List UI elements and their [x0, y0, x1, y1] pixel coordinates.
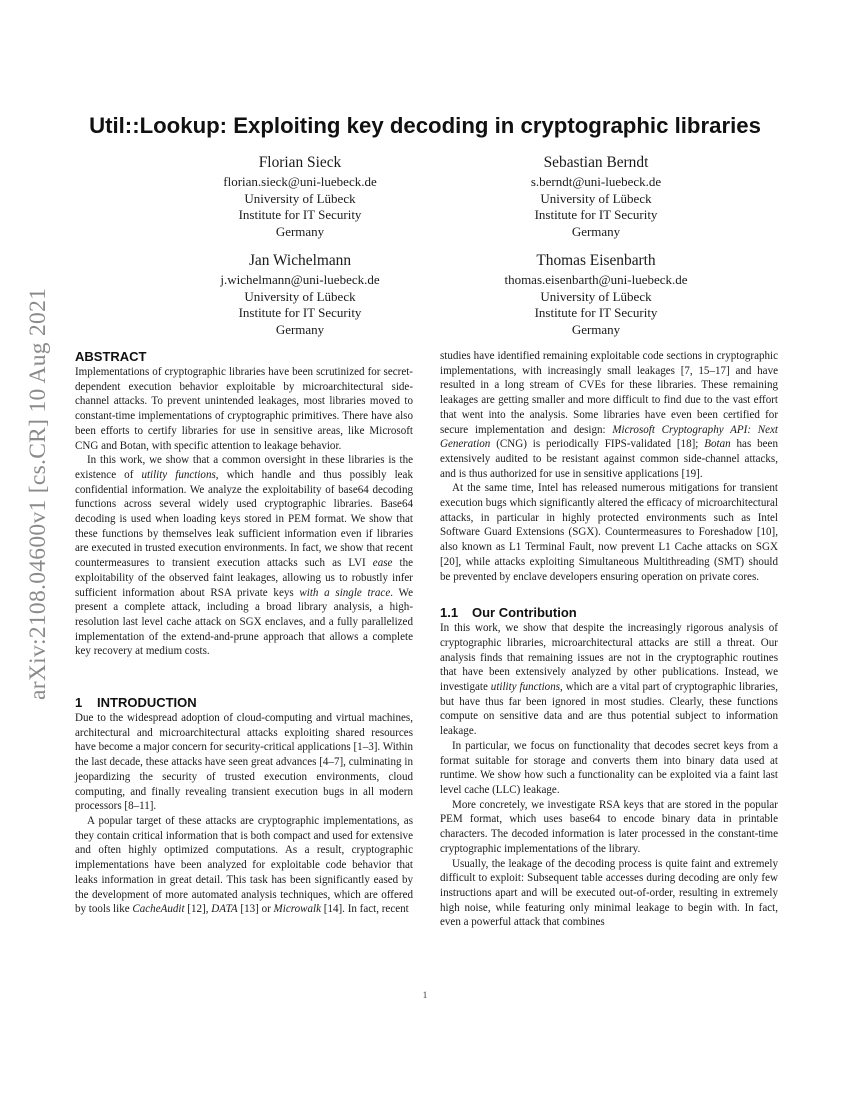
- author-affiliation: University of Lübeck: [244, 288, 356, 304]
- left-column: [75, 348, 413, 917]
- author-name: Florian Sieck: [258, 154, 342, 171]
- author-country: Germany: [275, 321, 325, 337]
- author-name: Jan Wichelmann: [248, 252, 352, 269]
- abstract-paragraph: Implementations of cryptographic libraries have been scrutinized for secret-dependent execution behavior exploitable by microarchitectural side-channel attacks. To prevent unintended leakages, most libraries moved to constant-time implementations of cryptographic primitives. There have also been efforts to certify libraries for use in sensitive areas, like Microsoft CNG and Botan, with specific attention to leakage behavior.: [75, 366, 413, 452]
- page-number: 1: [422, 990, 428, 1000]
- author-country: Germany: [571, 321, 621, 337]
- author-email: j.wichelmann@uni-luebeck.de: [220, 272, 380, 287]
- author-block: [170, 153, 430, 240]
- intro-paragraph: Due to the widespread adoption of cloud-computing and virtual machines, architectural and microarchitectural attacks exploiting shared resources have become a major concern for security-critical applications [1–3]. Within the last decade, these attacks have seen great advances [4–7], culminating in jeopardizing the security of trusted execution environments, cloud computing, and finally revealing transient execution bugs in all modern processors [8–11].: [75, 712, 413, 813]
- author-country: Germany: [275, 223, 325, 239]
- abstract-heading: ABSTRACT: [75, 349, 147, 364]
- author-country: Germany: [571, 223, 621, 239]
- paper-title: Util::Lookup: Exploiting key decoding in cryptographic libraries: [89, 113, 761, 138]
- section-heading-introduction: 1 INTRODUCTION: [75, 695, 197, 711]
- right-column: [440, 349, 778, 930]
- author-name: Sebastian Berndt: [543, 154, 649, 171]
- author-email: s.berndt@uni-luebeck.de: [530, 174, 662, 189]
- body-paragraph: More concretely, we investigate RSA keys that are stored in the popular PEM format, which uses base64 to encode binary data in printable characters. The decoded information is later processed in the constant-time cryptographic implementations of the library.: [440, 798, 778, 855]
- body-paragraph: At the same time, Intel has released numerous mitigations for transient execution bugs which significantly altered the efficacy of microarchitectural attacks, in particular in highly protected environments such as Intel Software Guard Extensions (SGX). Countermeasures to Foreshadow [10], also known as L1 Terminal Fault, now prevent L1 Cache attacks on SGX [20], while attacks exploiting Simultaneous Multithreading (SMT) should be prevented by enclave developers ensuring operation on private cores.: [440, 482, 778, 583]
- body-paragraph: In particular, we focus on functionality that decodes secret keys from a format suitable for storage and converts them into binary data used at runtime. We show how such a functionality can be exploited via a faint last level cache (LLC) leakage.: [440, 739, 778, 796]
- arxiv-identifier: arXiv:2108.04600v1 [cs.CR] 10 Aug 2021: [25, 287, 51, 700]
- author-dept: Institute for IT Security: [238, 305, 362, 321]
- author-affiliation: University of Lübeck: [540, 288, 652, 304]
- subsection-heading-our-contribution: 1.1 Our Contribution: [440, 605, 577, 621]
- body-paragraph: In this work, we show that despite the increasingly rigorous analysis of cryptographic libraries, microarchitectural attacks are still a threat. Our analysis finds that remaining issues are not in the cryptographic routines that have been extensively analyzed by other publications. Instead, we investigate utility functions, which are a vital part of cryptographic libraries, but have thus far been ignored in most studies. Clearly, these functions compute on sensitive data and are thus potential subject to information leakage.: [440, 622, 778, 738]
- abstract-paragraph: In this work, we show that a common oversight in these libraries is the existence of utility functions, which handle and thus possibly leak confidential information. We analyze the exploitability of base64 decoding functions across several widely used cryptographic libraries. Base64 decoding is used when loading keys stored in PEM format. We show that these functions by themselves leak sufficient information even if libraries are executed in trusted execution environments. In fact, we show that recent countermeasures to transient execution attacks such as LVI ease the exploitability of the observed faint leakages, allowing us to robustly infer sufficient information about RSA private keys with a single trace. We present a complete attack, including a broad library analysis, a high-resolution last level cache attack on SGX enclaves, and a fully parallelized implementation of the extend-and-prune approach that allows a complete key recovery at medium costs.: [75, 454, 413, 658]
- author-block: [466, 251, 726, 338]
- author-email: thomas.eisenbarth@uni-luebeck.de: [504, 272, 688, 287]
- author-dept: Institute for IT Security: [534, 305, 658, 321]
- author-block: [466, 153, 726, 240]
- author-dept: Institute for IT Security: [238, 207, 362, 223]
- author-name: Thomas Eisenbarth: [536, 252, 656, 269]
- author-affiliation: University of Lübeck: [540, 190, 652, 206]
- body-paragraph: Usually, the leakage of the decoding process is quite faint and extremely difficult to exploit: Subsequent table accesses during decoding are only few instructions apart and will be executed out-of-order, resulting in extremely high noise, while featuring only minimal leakage to begin with. In fact, even a powerful attack that combines: [440, 857, 778, 929]
- body-paragraph: studies have identified remaining exploitable code sections in cryptographic implementations, with increasingly small leakages [7, 15–17] and have resulted in a long stream of CVEs for these libraries. These remaining leakages are getting smaller and more difficult to find due to the vast effort that went into the analysis. Some libraries have even been certified for secure implementation and design: Microsoft Cryptography API: Next Generation (CNG) is periodically FIPS-validated [18]; Botan has been extensively audited to be resistant against common side-channel attacks, and is thus authorized for use in sensitive applications [19].: [440, 350, 778, 480]
- author-block: [170, 251, 430, 338]
- author-affiliation: University of Lübeck: [244, 190, 356, 206]
- author-dept: Institute for IT Security: [534, 207, 658, 223]
- intro-paragraph: A popular target of these attacks are cryptographic implementations, as they contain critical information that is both compact and used for extensive and often highly optimized computations. As a result, cryptographic implementations have been analyzed for exploitable code behavior that leaks information in great detail. This task has been significantly eased by the development of more automated analysis techniques, which are offered by tools like CacheAudit [12], DATA [13] or Microwalk [14]. In fact, recent: [75, 814, 413, 916]
- author-email: florian.sieck@uni-luebeck.de: [223, 174, 377, 189]
